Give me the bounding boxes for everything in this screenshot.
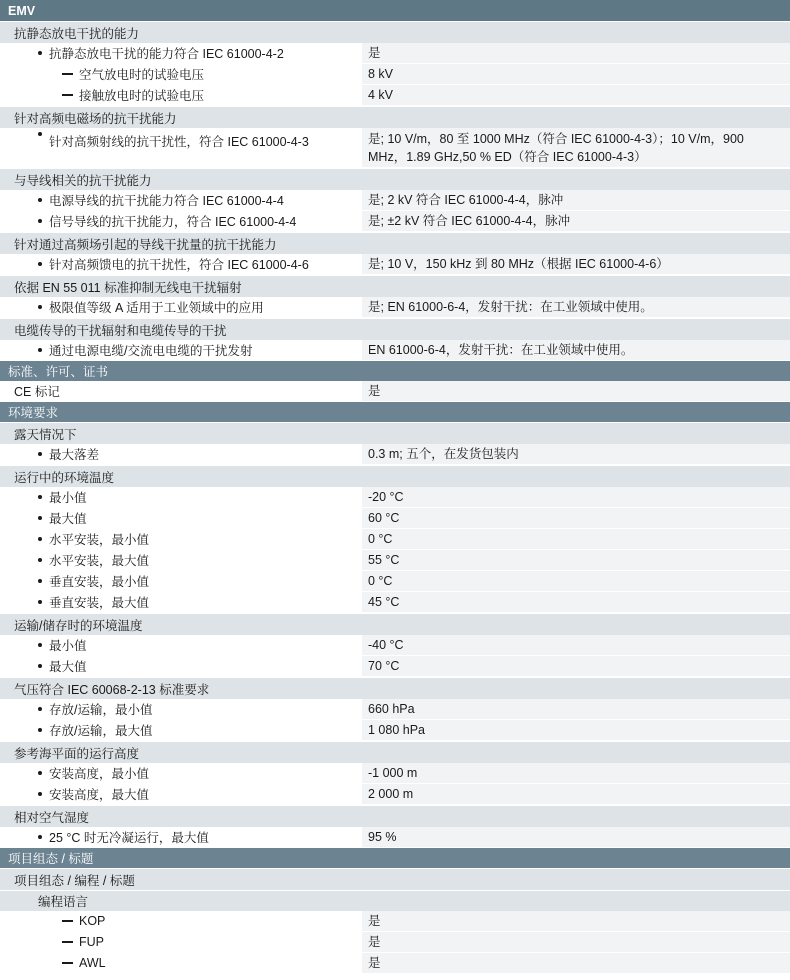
property-label bbox=[0, 571, 350, 592]
bullet-icon bbox=[38, 219, 42, 223]
property-label bbox=[0, 592, 350, 613]
property-label bbox=[0, 444, 350, 465]
property-label bbox=[0, 340, 350, 361]
property-label-text: 最大落差 bbox=[49, 448, 100, 462]
column-gap bbox=[350, 508, 362, 529]
table-row bbox=[0, 340, 790, 361]
property-label bbox=[0, 128, 350, 168]
section-header: 环境要求 bbox=[0, 402, 790, 422]
table-row bbox=[0, 128, 790, 168]
column-gap bbox=[350, 550, 362, 571]
table-row bbox=[0, 911, 790, 932]
property-label-text: 存放/运输，最大值 bbox=[49, 724, 153, 738]
property-value: 是; 2 kV 符合 IEC 61000-4-4，脉冲 bbox=[362, 190, 790, 211]
property-label-text: CE 标记 bbox=[14, 385, 60, 399]
property-value: 0 °C bbox=[362, 571, 790, 592]
column-gap bbox=[350, 254, 362, 275]
property-label bbox=[0, 932, 350, 953]
property-label bbox=[0, 635, 350, 656]
bullet-icon bbox=[38, 516, 42, 520]
property-value: 4 kV bbox=[362, 85, 790, 106]
column-gap bbox=[350, 699, 362, 720]
property-label bbox=[0, 827, 350, 848]
table-row bbox=[0, 381, 790, 402]
property-value: 0.3 m; 五个，在发货包装内 bbox=[362, 444, 790, 465]
column-gap bbox=[350, 529, 362, 550]
property-value: -40 °C bbox=[362, 635, 790, 656]
group-header: 运行中的环境温度 bbox=[0, 466, 790, 487]
group-header: 参考海平面的运行高度 bbox=[0, 742, 790, 763]
table-row bbox=[0, 64, 790, 85]
property-value: 45 °C bbox=[362, 592, 790, 613]
property-label bbox=[0, 550, 350, 571]
property-label-text: 垂直安装，最小值 bbox=[49, 575, 150, 589]
group-header: 电缆传导的干扰辐射和电缆传导的干扰 bbox=[0, 319, 790, 340]
dash-icon bbox=[62, 73, 73, 75]
bullet-icon bbox=[38, 305, 42, 309]
property-value: 是; ±2 kV 符合 IEC 61000-4-4，脉冲 bbox=[362, 211, 790, 232]
property-value: 是 bbox=[362, 953, 790, 974]
property-value: 是 bbox=[362, 43, 790, 64]
property-label-text: 最大值 bbox=[49, 660, 87, 674]
section-header: 标准、许可、证书 bbox=[0, 361, 790, 381]
table-row bbox=[0, 953, 790, 974]
property-label-text: 通过电源电缆/交流电电缆的干扰发射 bbox=[49, 344, 253, 358]
table-row bbox=[0, 571, 790, 592]
table-row bbox=[0, 763, 790, 784]
property-label bbox=[0, 763, 350, 784]
property-label bbox=[0, 529, 350, 550]
property-label bbox=[0, 211, 350, 232]
table-row bbox=[0, 508, 790, 529]
table-row bbox=[0, 592, 790, 613]
bullet-icon bbox=[38, 664, 42, 668]
property-label bbox=[0, 190, 350, 211]
bullet-icon bbox=[38, 537, 42, 541]
property-value: 95 % bbox=[362, 827, 790, 848]
property-value: 1 080 hPa bbox=[362, 720, 790, 741]
column-gap bbox=[350, 381, 362, 402]
column-gap bbox=[350, 297, 362, 318]
property-label-text: KOP bbox=[79, 914, 106, 928]
property-value: 是 bbox=[362, 381, 790, 402]
property-label-text: 极限值等级 A 适用于工业领域中的应用 bbox=[49, 301, 264, 315]
group-header: 针对高频电磁场的抗干扰能力 bbox=[0, 107, 790, 128]
table-row bbox=[0, 529, 790, 550]
column-gap bbox=[350, 827, 362, 848]
property-value: 70 °C bbox=[362, 656, 790, 677]
property-value: 是 bbox=[362, 911, 790, 932]
column-gap bbox=[350, 592, 362, 613]
bullet-icon bbox=[38, 348, 42, 352]
property-label bbox=[0, 381, 350, 402]
property-label-text: 存放/运输，最小值 bbox=[49, 703, 153, 717]
bullet-icon bbox=[38, 707, 42, 711]
column-gap bbox=[350, 932, 362, 953]
column-gap bbox=[350, 444, 362, 465]
column-gap bbox=[350, 911, 362, 932]
property-label bbox=[0, 656, 350, 677]
property-value: 8 kV bbox=[362, 64, 790, 85]
property-value: -20 °C bbox=[362, 487, 790, 508]
column-gap bbox=[350, 43, 362, 64]
bullet-icon bbox=[38, 771, 42, 775]
property-label-text: FUP bbox=[79, 935, 104, 949]
table-row bbox=[0, 635, 790, 656]
table-row bbox=[0, 932, 790, 953]
column-gap bbox=[350, 85, 362, 106]
property-value: 是 bbox=[362, 932, 790, 953]
property-label bbox=[0, 85, 350, 106]
dash-icon bbox=[62, 941, 73, 943]
column-gap bbox=[350, 656, 362, 677]
column-gap bbox=[350, 635, 362, 656]
property-label-text: 抗静态放电干扰的能力符合 IEC 61000-4-2 bbox=[49, 47, 284, 61]
property-label-text: 安装高度，最小值 bbox=[49, 767, 150, 781]
column-gap bbox=[350, 340, 362, 361]
property-label bbox=[0, 64, 350, 85]
column-gap bbox=[350, 953, 362, 974]
property-label bbox=[0, 254, 350, 275]
property-value: 是; 10 V，150 kHz 到 80 MHz（根据 IEC 61000-4-6） bbox=[362, 254, 790, 275]
group-header: 气压符合 IEC 60068-2-13 标准要求 bbox=[0, 678, 790, 699]
group-header: 针对通过高频场引起的导线干扰量的抗干扰能力 bbox=[0, 233, 790, 254]
table-row bbox=[0, 784, 790, 805]
property-value: 60 °C bbox=[362, 508, 790, 529]
property-label-text: 接触放电时的试验电压 bbox=[79, 89, 205, 103]
group-header: 运输/储存时的环境温度 bbox=[0, 614, 790, 635]
dash-icon bbox=[62, 962, 73, 964]
bullet-icon bbox=[38, 792, 42, 796]
table-row bbox=[0, 444, 790, 465]
table-row bbox=[0, 190, 790, 211]
bullet-icon bbox=[38, 452, 42, 456]
property-value: -1 000 m bbox=[362, 763, 790, 784]
property-label-text: 水平安装，最大值 bbox=[49, 554, 150, 568]
property-value: 是; EN 61000-6-4，发射干扰：在工业领域中使用。 bbox=[362, 297, 790, 318]
property-label-text: 信号导线的抗干扰能力，符合 IEC 61000-4-4 bbox=[49, 215, 297, 229]
table-row bbox=[0, 85, 790, 106]
group-header: 相对空气湿度 bbox=[0, 806, 790, 827]
bullet-icon bbox=[38, 51, 42, 55]
bullet-icon bbox=[38, 558, 42, 562]
group-header: 抗静态放电干扰的能力 bbox=[0, 22, 790, 43]
property-value: 55 °C bbox=[362, 550, 790, 571]
bullet-icon bbox=[38, 132, 42, 136]
bullet-icon bbox=[38, 643, 42, 647]
table-row bbox=[0, 211, 790, 232]
property-value: 是; 10 V/m，80 至 1000 MHz（符合 IEC 61000-4-3）；10 V/m，900 MHz，1.89 GHz,50 % ED（符合 IEC 61000-4-3） bbox=[362, 128, 790, 168]
property-label-text: 最小值 bbox=[49, 491, 87, 505]
group-header: 编程语言 bbox=[0, 891, 790, 911]
bullet-icon bbox=[38, 198, 42, 202]
property-value: 660 hPa bbox=[362, 699, 790, 720]
property-label-text: 电源导线的抗干扰能力符合 IEC 61000-4-4 bbox=[49, 194, 284, 208]
property-label-text: 水平安装，最小值 bbox=[49, 533, 150, 547]
property-label bbox=[0, 911, 350, 932]
property-label-text: 垂直安装，最大值 bbox=[49, 596, 150, 610]
bullet-icon bbox=[38, 262, 42, 266]
bullet-icon bbox=[38, 728, 42, 732]
bullet-icon bbox=[38, 495, 42, 499]
property-label bbox=[0, 699, 350, 720]
column-gap bbox=[350, 190, 362, 211]
property-label bbox=[0, 953, 350, 974]
bullet-icon bbox=[38, 600, 42, 604]
column-gap bbox=[350, 64, 362, 85]
property-label-text: AWL bbox=[79, 956, 106, 970]
table-row bbox=[0, 827, 790, 848]
column-gap bbox=[350, 784, 362, 805]
property-value: EN 61000-6-4，发射干扰：在工业领域中使用。 bbox=[362, 340, 790, 361]
column-gap bbox=[350, 571, 362, 592]
section-header: 项目组态 / 标题 bbox=[0, 848, 790, 868]
property-label-text: 最大值 bbox=[49, 512, 87, 526]
column-gap bbox=[350, 487, 362, 508]
bullet-icon bbox=[38, 835, 42, 839]
property-label-text: 针对高频馈电的抗干扰性，符合 IEC 61000-4-6 bbox=[49, 258, 309, 272]
property-label-text: 安装高度，最大值 bbox=[49, 788, 150, 802]
property-value: 2 000 m bbox=[362, 784, 790, 805]
property-label-text: 25 °C 时无冷凝运行，最大值 bbox=[49, 831, 209, 845]
column-gap bbox=[350, 211, 362, 232]
property-label bbox=[0, 508, 350, 529]
bullet-icon bbox=[38, 579, 42, 583]
group-header: 依据 EN 55 011 标准抑制无线电干扰辐射 bbox=[0, 276, 790, 297]
property-value: 0 °C bbox=[362, 529, 790, 550]
column-gap bbox=[350, 763, 362, 784]
property-label bbox=[0, 43, 350, 64]
property-label-text: 最小值 bbox=[49, 639, 87, 653]
group-header: 露天情况下 bbox=[0, 423, 790, 444]
table-row bbox=[0, 487, 790, 508]
table-row bbox=[0, 297, 790, 318]
table-row bbox=[0, 550, 790, 571]
property-label-text: 针对高频射线的抗干扰性，符合 IEC 61000-4-3 bbox=[49, 135, 309, 149]
section-header: EMV bbox=[0, 0, 790, 21]
table-row bbox=[0, 43, 790, 64]
group-header: 项目组态 / 编程 / 标题 bbox=[0, 869, 790, 890]
property-label bbox=[0, 784, 350, 805]
dash-icon bbox=[62, 920, 73, 922]
property-label bbox=[0, 297, 350, 318]
group-header: 与导线相关的抗干扰能力 bbox=[0, 169, 790, 190]
property-label-text: 空气放电时的试验电压 bbox=[79, 68, 205, 82]
dash-icon bbox=[62, 94, 73, 96]
table-row bbox=[0, 254, 790, 275]
table-row bbox=[0, 656, 790, 677]
property-label bbox=[0, 720, 350, 741]
column-gap bbox=[350, 720, 362, 741]
property-label bbox=[0, 487, 350, 508]
table-row bbox=[0, 699, 790, 720]
table-row bbox=[0, 720, 790, 741]
column-gap bbox=[350, 128, 362, 168]
